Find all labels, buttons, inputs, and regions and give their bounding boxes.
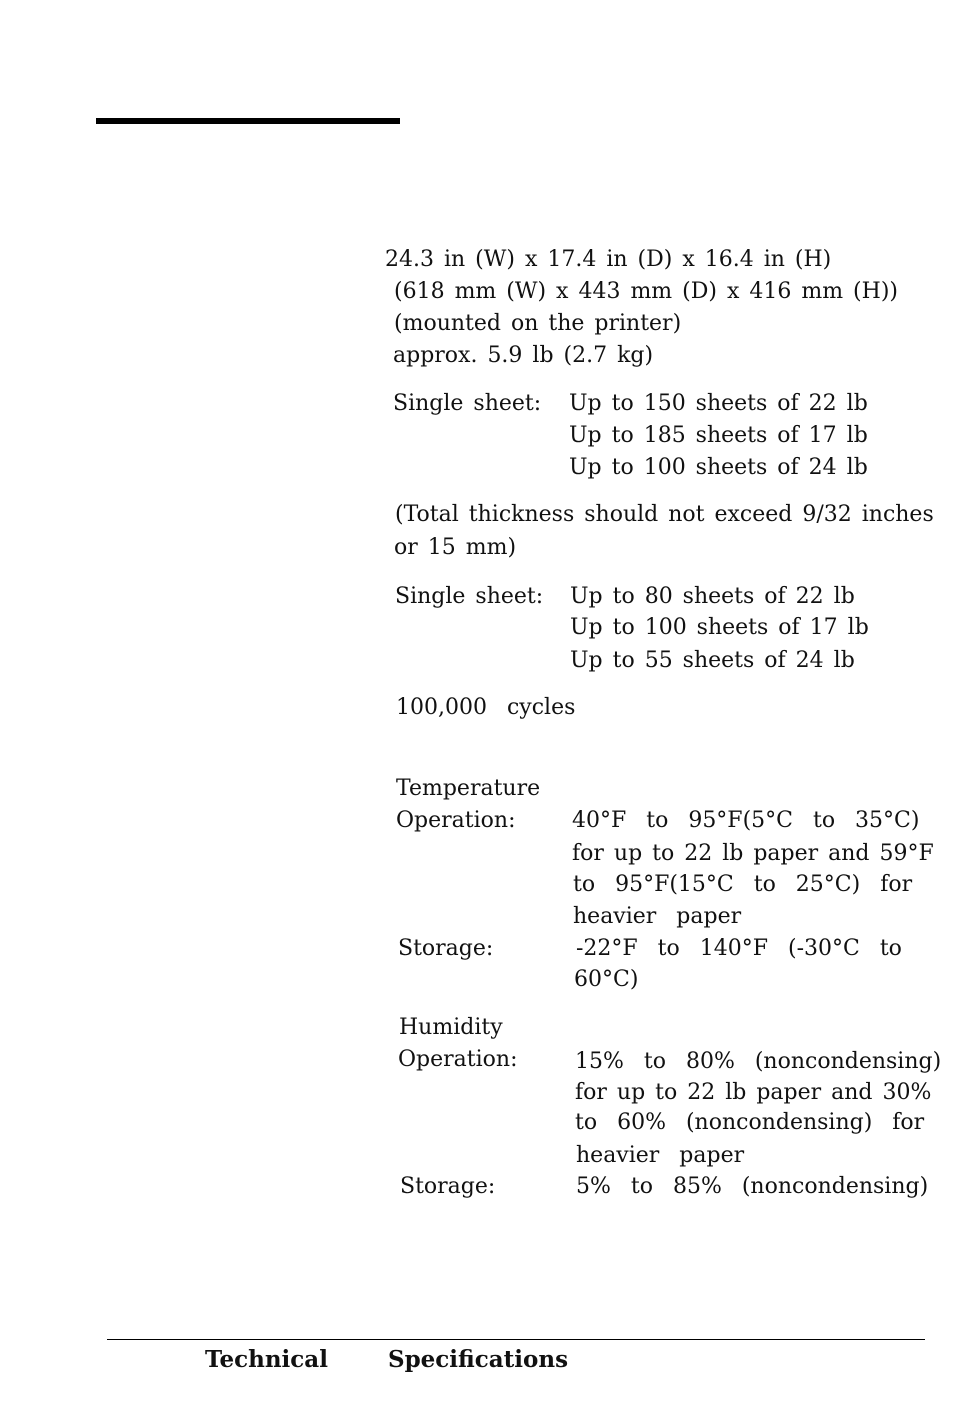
input-capacity-24lb: Up to 100 sheets of 24 lb	[569, 455, 868, 480]
footer-rule	[107, 1339, 925, 1340]
dimensions-inches: 24.3 in (W) x 17.4 in (D) x 16.4 in (H)	[385, 247, 832, 272]
humidity-storage-value: 5% to 85% (noncondensing)	[576, 1174, 929, 1199]
humidity-operation-label: Operation:	[398, 1047, 518, 1072]
temperature-storage-line1: -22°F to 140°F (-30°C to	[576, 936, 902, 961]
temperature-operation-label: Operation:	[396, 808, 516, 833]
humidity-storage-label: Storage:	[400, 1174, 496, 1199]
humidity-operation-line4: heavier paper	[576, 1143, 745, 1168]
humidity-heading: Humidity	[399, 1015, 503, 1040]
temperature-storage-line2: 60°C)	[574, 967, 639, 992]
output-capacity-24lb: Up to 55 sheets of 24 lb	[570, 648, 855, 673]
footer-section-title: Technical Specifications	[205, 1346, 569, 1373]
input-capacity-label: Single sheet:	[393, 391, 542, 416]
temperature-operation-line2: for up to 22 lb paper and 59°F	[572, 841, 934, 866]
weight-value: approx. 5.9 lb (2.7 kg)	[393, 343, 654, 368]
dimensions-note: (mounted on the printer)	[394, 311, 682, 336]
output-capacity-22lb: Up to 80 sheets of 22 lb	[570, 584, 855, 609]
input-capacity-17lb: Up to 185 sheets of 17 lb	[569, 423, 868, 448]
temperature-heading: Temperature	[396, 776, 541, 801]
output-capacity-17lb: Up to 100 sheets of 17 lb	[570, 615, 869, 640]
header-rule	[96, 118, 400, 124]
temperature-operation-line3: to 95°F(15°C to 25°C) for	[573, 872, 913, 897]
humidity-operation-line1: 15% to 80% (noncondensing)	[575, 1049, 942, 1074]
thickness-note-line1: (Total thickness should not exceed 9/32 inches	[395, 502, 934, 527]
temperature-operation-line1: 40°F to 95°F(5°C to 35°C)	[572, 808, 920, 833]
dimensions-mm: (618 mm (W) x 443 mm (D) x 416 mm (H))	[394, 279, 898, 304]
humidity-operation-line2: for up to 22 lb paper and 30%	[575, 1080, 932, 1105]
temperature-operation-line4: heavier paper	[573, 904, 742, 929]
reliability-value: 100,000 cycles	[396, 695, 576, 720]
thickness-note-line2: or 15 mm)	[394, 535, 517, 560]
output-capacity-label: Single sheet:	[395, 584, 544, 609]
temperature-storage-label: Storage:	[398, 936, 494, 961]
input-capacity-22lb: Up to 150 sheets of 22 lb	[569, 391, 868, 416]
humidity-operation-line3: to 60% (noncondensing) for	[575, 1110, 925, 1135]
